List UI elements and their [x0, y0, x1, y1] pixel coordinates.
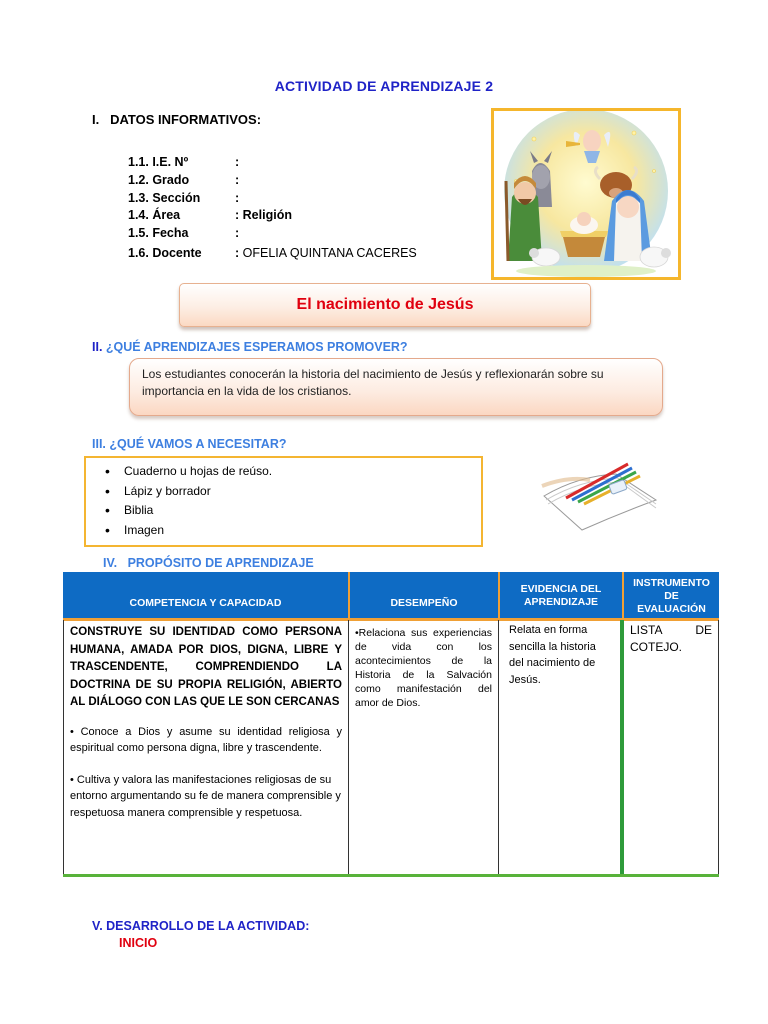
section-1-number: I. [92, 112, 100, 127]
learning-purpose-table [63, 572, 719, 878]
nativity-image [491, 108, 681, 280]
info-colon: : [235, 155, 240, 169]
info-colon: : [235, 208, 240, 222]
section-3-title: ¿QUÉ VAMOS A NECESITAR? [109, 437, 287, 451]
info-colon: : [235, 246, 240, 260]
info-row-docente [128, 246, 417, 260]
school-supplies-image [538, 456, 664, 532]
info-label: 1.1. I.E. Nº [128, 155, 189, 169]
info-colon: : [235, 226, 240, 240]
info-colon: : [235, 173, 240, 187]
section-2-heading [92, 340, 408, 354]
section-5-heading [92, 919, 309, 933]
section-3-number: III. [92, 437, 106, 451]
learning-goal-box: Los estudiantes conocerán la historia del nacimiento de Jesús y reflexionarán sobre su importancia en la vida de los cristianos. [129, 358, 663, 416]
desempeno-text: •Relaciona sus experiencias de vida con los acontecimientos de la Historia de la Salvación como manifestación del amor de Dios. [355, 627, 492, 709]
cell-evidencia [498, 620, 622, 876]
info-label: 1.6. Docente [128, 246, 202, 260]
materials-box [84, 456, 483, 547]
lesson-title-banner: El nacimiento de Jesús [179, 283, 591, 327]
capacidad-2: • Cultiva y valora las manifestaciones religiosas de su entorno argumentando su fe de manera comprensible y respetuosa manera comprensible y respetuosa. [70, 773, 341, 819]
info-row-fecha [128, 226, 239, 240]
section-4-number: IV. [103, 556, 118, 570]
info-row-area [128, 208, 292, 222]
inicio-label: INICIO [119, 936, 158, 950]
section-5-title: DESARROLLO DE LA ACTIVIDAD: [106, 919, 310, 933]
cell-competencia [63, 620, 348, 876]
section-4-heading [103, 556, 314, 570]
info-label: 1.5. Fecha [128, 226, 189, 240]
table-bottom-line [63, 874, 719, 877]
list-item: • Biblia [124, 501, 481, 521]
list-item: • Lápiz y borrador [124, 482, 481, 502]
table-header-evidencia: EVIDENCIA DEL APRENDIZAJE [498, 572, 622, 620]
table-header-instrumento: INSTRUMENTO DE EVALUACIÓN [622, 572, 719, 620]
competencia-title: CONSTRUYE SU IDENTIDAD COMO PERSONA HUMANA, AMADA POR DIOS, DIGNA, LIBRE Y TRASCENDENTE, COMPRENDIENDO LA DOCTRINA DE SU PROPIA RELIGIÓN, ABIERTO AL DIÁLOGO CON LAS QUE LE SON CERCANAS [70, 626, 342, 708]
instrumento-text: LISTA DE COTEJO. [630, 623, 712, 654]
section-1-heading [92, 112, 261, 127]
info-label: 1.3. Sección [128, 191, 201, 205]
info-value: Religión [242, 208, 292, 222]
section-1-title: DATOS INFORMATIVOS: [110, 112, 262, 127]
info-label: 1.4. Área [128, 208, 181, 222]
section-2-number: II. [92, 340, 103, 354]
cell-desempeno [348, 620, 498, 876]
list-item: • Imagen [124, 521, 481, 541]
nativity-illustration [494, 111, 678, 277]
section-3-heading [92, 437, 286, 451]
capacidad-1: • Conoce a Dios y asume su identidad religiosa y espiritual como persona digna, libre y trascendente. [70, 725, 342, 754]
info-colon: : [235, 191, 240, 205]
table-header-desempeno: DESEMPEÑO [348, 572, 498, 620]
info-row-grado [128, 173, 239, 187]
notebook-pencils-illustration [538, 456, 664, 532]
info-label: 1.2. Grado [128, 173, 190, 187]
evidencia-text: Relata en forma sencilla la historia del nacimiento de Jesús. [509, 624, 596, 686]
cell-instrumento [622, 620, 719, 876]
page-title: ACTIVIDAD DE APRENDIZAJE 2 [274, 78, 494, 94]
list-item: • Cuaderno u hojas de reúso. [124, 462, 481, 482]
info-row-seccion [128, 191, 239, 205]
info-value: OFELIA QUINTANA CACERES [242, 246, 417, 260]
info-row-ie [128, 155, 239, 169]
section-4-title: PROPÓSITO DE APRENDIZAJE [127, 556, 314, 570]
materials-list [86, 462, 481, 540]
section-5-number: V. [92, 919, 103, 933]
section-2-title: ¿QUÉ APRENDIZAJES ESPERAMOS PROMOVER? [105, 340, 408, 354]
table-header-competencia: COMPETENCIA Y CAPACIDAD [63, 572, 348, 620]
